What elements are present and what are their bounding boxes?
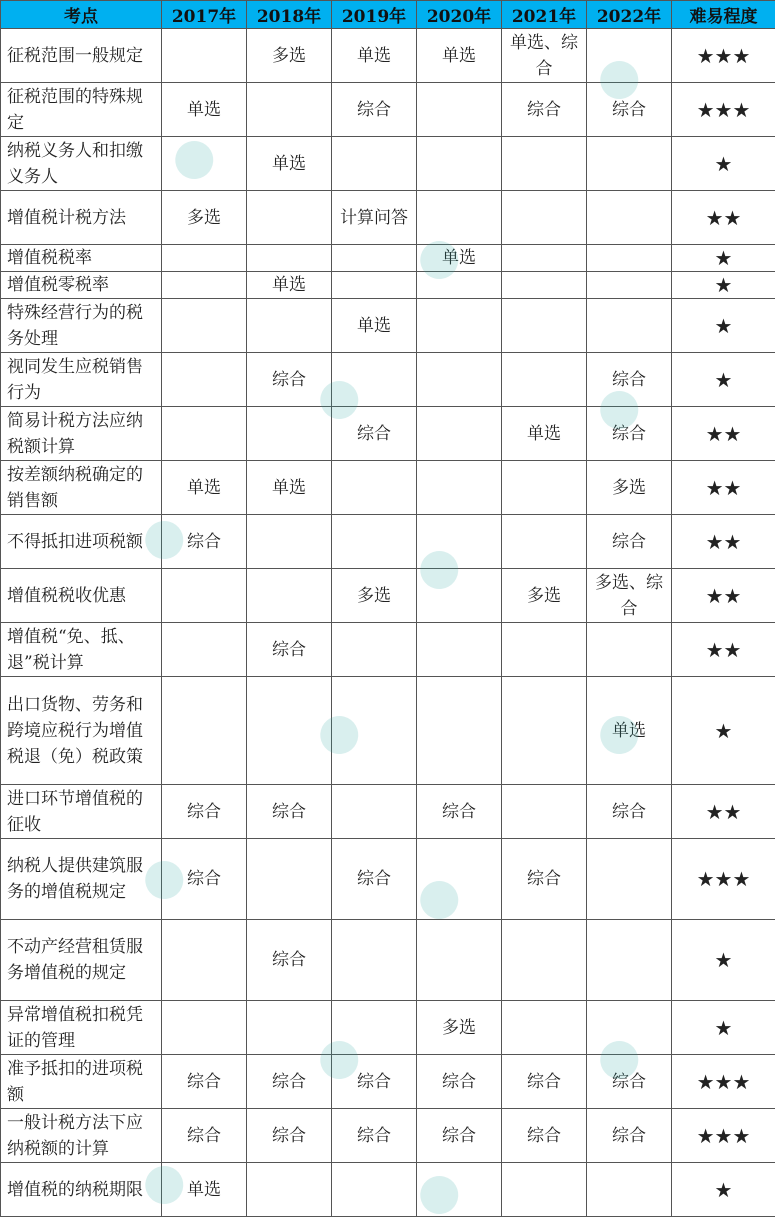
cell-topic: 增值税计税方法 bbox=[1, 191, 162, 245]
cell-topic: 不得抵扣进项税额 bbox=[1, 515, 162, 569]
cell-topic: 视同发生应税销售行为 bbox=[1, 353, 162, 407]
cell-year-2018 bbox=[247, 83, 332, 137]
cell-year-2022 bbox=[587, 1163, 672, 1217]
cell-year-2020: 综合 bbox=[417, 1109, 502, 1163]
cell-year-2018: 综合 bbox=[247, 920, 332, 1001]
cell-year-2021: 综合 bbox=[502, 83, 587, 137]
cell-year-2019: 综合 bbox=[332, 839, 417, 920]
cell-year-2022: 综合 bbox=[587, 1055, 672, 1109]
cell-difficulty-stars: ★ bbox=[672, 920, 775, 1001]
cell-topic: 简易计税方法应纳税额计算 bbox=[1, 407, 162, 461]
cell-difficulty-stars: ★ bbox=[672, 677, 775, 785]
cell-year-2021 bbox=[502, 245, 587, 272]
cell-difficulty-stars: ★★ bbox=[672, 785, 775, 839]
cell-year-2021 bbox=[502, 623, 587, 677]
cell-topic: 增值税税率 bbox=[1, 245, 162, 272]
cell-year-2020 bbox=[417, 353, 502, 407]
cell-year-2022 bbox=[587, 623, 672, 677]
table-row bbox=[1, 245, 775, 272]
cell-difficulty-stars: ★ bbox=[672, 1001, 775, 1055]
cell-difficulty-stars: ★★★ bbox=[672, 1055, 775, 1109]
cell-year-2017 bbox=[162, 299, 247, 353]
cell-year-2017 bbox=[162, 623, 247, 677]
table-row bbox=[1, 407, 775, 461]
cell-year-2020 bbox=[417, 83, 502, 137]
cell-year-2021 bbox=[502, 191, 587, 245]
cell-year-2019 bbox=[332, 515, 417, 569]
table-row bbox=[1, 920, 775, 1001]
cell-year-2017: 单选 bbox=[162, 83, 247, 137]
cell-year-2021: 单选、综合 bbox=[502, 29, 587, 83]
header-topic: 考点 bbox=[1, 1, 162, 29]
cell-year-2018 bbox=[247, 515, 332, 569]
cell-topic: 特殊经营行为的税务处理 bbox=[1, 299, 162, 353]
cell-topic: 纳税人提供建筑服务的增值税规定 bbox=[1, 839, 162, 920]
cell-year-2019 bbox=[332, 137, 417, 191]
cell-year-2017 bbox=[162, 245, 247, 272]
header-2022: 2022年 bbox=[587, 1, 672, 29]
cell-year-2022: 综合 bbox=[587, 1109, 672, 1163]
cell-difficulty-stars: ★★ bbox=[672, 569, 775, 623]
cell-year-2018 bbox=[247, 191, 332, 245]
cell-year-2021 bbox=[502, 461, 587, 515]
cell-year-2017: 综合 bbox=[162, 515, 247, 569]
cell-year-2017: 综合 bbox=[162, 839, 247, 920]
cell-year-2022: 综合 bbox=[587, 407, 672, 461]
header-2017: 2017年 bbox=[162, 1, 247, 29]
cell-year-2021: 综合 bbox=[502, 839, 587, 920]
cell-year-2020 bbox=[417, 920, 502, 1001]
cell-year-2021 bbox=[502, 785, 587, 839]
cell-year-2017: 综合 bbox=[162, 1109, 247, 1163]
cell-year-2020 bbox=[417, 137, 502, 191]
cell-year-2020 bbox=[417, 461, 502, 515]
cell-year-2022 bbox=[587, 191, 672, 245]
cell-difficulty-stars: ★ bbox=[672, 137, 775, 191]
cell-topic: 征税范围一般规定 bbox=[1, 29, 162, 83]
cell-topic: 异常增值税扣税凭证的管理 bbox=[1, 1001, 162, 1055]
cell-year-2018: 综合 bbox=[247, 1055, 332, 1109]
cell-year-2022 bbox=[587, 137, 672, 191]
cell-difficulty-stars: ★★ bbox=[672, 461, 775, 515]
cell-year-2021 bbox=[502, 137, 587, 191]
cell-difficulty-stars: ★★★ bbox=[672, 839, 775, 920]
cell-year-2020 bbox=[417, 299, 502, 353]
cell-year-2018 bbox=[247, 677, 332, 785]
cell-year-2020 bbox=[417, 1163, 502, 1217]
cell-year-2021: 综合 bbox=[502, 1109, 587, 1163]
cell-year-2022: 综合 bbox=[587, 515, 672, 569]
cell-year-2018 bbox=[247, 1163, 332, 1217]
cell-year-2018 bbox=[247, 245, 332, 272]
cell-year-2017: 单选 bbox=[162, 1163, 247, 1217]
cell-year-2019: 单选 bbox=[332, 299, 417, 353]
cell-year-2020 bbox=[417, 569, 502, 623]
cell-year-2020 bbox=[417, 623, 502, 677]
table-row bbox=[1, 1055, 775, 1109]
table-row bbox=[1, 623, 775, 677]
cell-year-2018 bbox=[247, 407, 332, 461]
cell-year-2021 bbox=[502, 515, 587, 569]
cell-year-2018: 单选 bbox=[247, 137, 332, 191]
cell-topic: 增值税零税率 bbox=[1, 272, 162, 299]
cell-year-2019 bbox=[332, 920, 417, 1001]
cell-difficulty-stars: ★★ bbox=[672, 407, 775, 461]
cell-difficulty-stars: ★★ bbox=[672, 191, 775, 245]
cell-topic: 一般计税方法下应纳税额的计算 bbox=[1, 1109, 162, 1163]
cell-year-2022 bbox=[587, 839, 672, 920]
cell-year-2018: 多选 bbox=[247, 29, 332, 83]
header-2020: 2020年 bbox=[417, 1, 502, 29]
table-row bbox=[1, 272, 775, 299]
cell-year-2021: 综合 bbox=[502, 1055, 587, 1109]
cell-year-2019 bbox=[332, 353, 417, 407]
table-row bbox=[1, 1001, 775, 1055]
cell-year-2019: 单选 bbox=[332, 29, 417, 83]
table-row bbox=[1, 137, 775, 191]
header-2021: 2021年 bbox=[502, 1, 587, 29]
cell-year-2017 bbox=[162, 272, 247, 299]
cell-topic: 纳税义务人和扣缴义务人 bbox=[1, 137, 162, 191]
cell-year-2022 bbox=[587, 245, 672, 272]
cell-year-2019: 综合 bbox=[332, 83, 417, 137]
cell-year-2017 bbox=[162, 920, 247, 1001]
cell-year-2017 bbox=[162, 1001, 247, 1055]
cell-year-2018 bbox=[247, 839, 332, 920]
header-2018: 2018年 bbox=[247, 1, 332, 29]
table-row bbox=[1, 785, 775, 839]
cell-year-2022 bbox=[587, 299, 672, 353]
cell-year-2019 bbox=[332, 1001, 417, 1055]
cell-year-2018: 综合 bbox=[247, 1109, 332, 1163]
cell-year-2022: 多选、综合 bbox=[587, 569, 672, 623]
cell-year-2017 bbox=[162, 353, 247, 407]
cell-difficulty-stars: ★ bbox=[672, 353, 775, 407]
cell-difficulty-stars: ★ bbox=[672, 1163, 775, 1217]
cell-topic: 不动产经营租赁服务增值税的规定 bbox=[1, 920, 162, 1001]
table-row bbox=[1, 677, 775, 785]
cell-year-2021 bbox=[502, 1163, 587, 1217]
cell-year-2020: 单选 bbox=[417, 29, 502, 83]
cell-year-2022: 综合 bbox=[587, 785, 672, 839]
cell-year-2017 bbox=[162, 677, 247, 785]
cell-year-2020: 多选 bbox=[417, 1001, 502, 1055]
cell-topic: 按差额纳税确定的销售额 bbox=[1, 461, 162, 515]
cell-year-2022 bbox=[587, 272, 672, 299]
cell-year-2019: 计算问答 bbox=[332, 191, 417, 245]
cell-year-2017: 综合 bbox=[162, 785, 247, 839]
cell-year-2020 bbox=[417, 839, 502, 920]
cell-year-2022: 多选 bbox=[587, 461, 672, 515]
cell-topic: 增值税“免、抵、退”税计算 bbox=[1, 623, 162, 677]
table-body bbox=[1, 29, 775, 1217]
table-row bbox=[1, 515, 775, 569]
cell-topic: 增值税的纳税期限 bbox=[1, 1163, 162, 1217]
cell-year-2021: 单选 bbox=[502, 407, 587, 461]
cell-difficulty-stars: ★★ bbox=[672, 623, 775, 677]
cell-year-2021 bbox=[502, 920, 587, 1001]
cell-year-2017: 单选 bbox=[162, 461, 247, 515]
cell-difficulty-stars: ★★ bbox=[672, 515, 775, 569]
cell-year-2022 bbox=[587, 1001, 672, 1055]
table-row bbox=[1, 839, 775, 920]
cell-year-2021 bbox=[502, 1001, 587, 1055]
cell-topic: 增值税税收优惠 bbox=[1, 569, 162, 623]
cell-year-2019 bbox=[332, 461, 417, 515]
cell-year-2019: 综合 bbox=[332, 1109, 417, 1163]
cell-difficulty-stars: ★ bbox=[672, 272, 775, 299]
cell-year-2019: 综合 bbox=[332, 407, 417, 461]
cell-difficulty-stars: ★★★ bbox=[672, 83, 775, 137]
table-row bbox=[1, 299, 775, 353]
cell-year-2018 bbox=[247, 299, 332, 353]
cell-year-2017 bbox=[162, 137, 247, 191]
cell-year-2019 bbox=[332, 272, 417, 299]
cell-year-2017 bbox=[162, 407, 247, 461]
header-row bbox=[1, 1, 775, 29]
table-row bbox=[1, 461, 775, 515]
cell-year-2021 bbox=[502, 299, 587, 353]
cell-year-2019 bbox=[332, 785, 417, 839]
table-row bbox=[1, 1163, 775, 1217]
cell-difficulty-stars: ★ bbox=[672, 299, 775, 353]
cell-year-2019 bbox=[332, 245, 417, 272]
cell-year-2018 bbox=[247, 569, 332, 623]
table-row bbox=[1, 1109, 775, 1163]
cell-topic: 征税范围的特殊规定 bbox=[1, 83, 162, 137]
cell-year-2020: 单选 bbox=[417, 245, 502, 272]
cell-year-2022 bbox=[587, 920, 672, 1001]
cell-year-2018: 综合 bbox=[247, 623, 332, 677]
cell-year-2020: 综合 bbox=[417, 1055, 502, 1109]
cell-difficulty-stars: ★★★ bbox=[672, 1109, 775, 1163]
cell-difficulty-stars: ★ bbox=[672, 245, 775, 272]
cell-year-2021 bbox=[502, 677, 587, 785]
table-row bbox=[1, 353, 775, 407]
cell-year-2017: 多选 bbox=[162, 191, 247, 245]
cell-year-2019 bbox=[332, 677, 417, 785]
cell-difficulty-stars: ★★★ bbox=[672, 29, 775, 83]
table-row bbox=[1, 191, 775, 245]
cell-year-2018: 综合 bbox=[247, 353, 332, 407]
cell-year-2018: 综合 bbox=[247, 785, 332, 839]
cell-year-2021 bbox=[502, 272, 587, 299]
header-difficulty: 难易程度 bbox=[672, 1, 775, 29]
cell-year-2017: 综合 bbox=[162, 1055, 247, 1109]
cell-year-2022: 单选 bbox=[587, 677, 672, 785]
cell-topic: 准予抵扣的进项税额 bbox=[1, 1055, 162, 1109]
cell-topic: 出口货物、劳务和跨境应税行为增值税退（免）税政策 bbox=[1, 677, 162, 785]
cell-year-2018 bbox=[247, 1001, 332, 1055]
cell-year-2019 bbox=[332, 623, 417, 677]
cell-year-2020 bbox=[417, 407, 502, 461]
cell-year-2019: 多选 bbox=[332, 569, 417, 623]
cell-year-2020 bbox=[417, 677, 502, 785]
cell-year-2021 bbox=[502, 353, 587, 407]
cell-year-2020 bbox=[417, 272, 502, 299]
table-row bbox=[1, 569, 775, 623]
cell-year-2017 bbox=[162, 29, 247, 83]
header-2019: 2019年 bbox=[332, 1, 417, 29]
cell-year-2020: 综合 bbox=[417, 785, 502, 839]
table-row bbox=[1, 83, 775, 137]
cell-year-2022: 综合 bbox=[587, 353, 672, 407]
cell-year-2022: 综合 bbox=[587, 83, 672, 137]
cell-year-2018: 单选 bbox=[247, 461, 332, 515]
cell-year-2017 bbox=[162, 569, 247, 623]
cell-year-2019 bbox=[332, 1163, 417, 1217]
cell-year-2020 bbox=[417, 515, 502, 569]
table-row bbox=[1, 29, 775, 83]
cell-year-2022 bbox=[587, 29, 672, 83]
cell-year-2019: 综合 bbox=[332, 1055, 417, 1109]
cell-topic: 进口环节增值税的征收 bbox=[1, 785, 162, 839]
cell-year-2020 bbox=[417, 191, 502, 245]
cell-year-2021: 多选 bbox=[502, 569, 587, 623]
cell-year-2018: 单选 bbox=[247, 272, 332, 299]
